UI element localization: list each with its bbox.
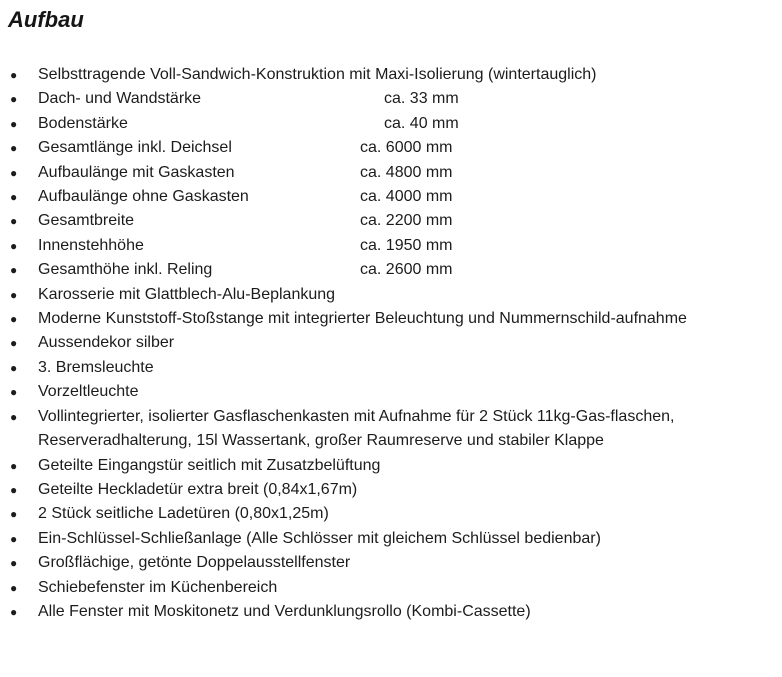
bullet-icon: ●: [10, 556, 18, 571]
list-item: [0, 502, 754, 526]
feature-list: [0, 63, 782, 624]
spec-item: [0, 185, 754, 209]
list-item: [0, 380, 754, 404]
item-text: Aussendekor silber: [38, 334, 175, 352]
spec-label: Bodenstärke: [38, 114, 128, 132]
bullet-icon: ●: [10, 336, 18, 351]
bullet-icon: ●: [10, 580, 18, 595]
spec-value: ca. 2200 mm: [360, 212, 453, 230]
bullet-icon: ●: [10, 507, 18, 522]
bullet-icon: ●: [10, 165, 18, 180]
bullet-icon: ●: [10, 116, 18, 131]
item-text: Ein-Schlüssel-Schließanlage (Alle Schlösser mit gleichem Schlüssel bedienbar): [38, 529, 601, 547]
item-text: Schiebefenster im Küchenbereich: [38, 578, 278, 596]
spec-item: [0, 87, 754, 111]
spec-label: Gesamthöhe inkl. Reling: [38, 261, 213, 279]
spec-label: Dach- und Wandstärke: [38, 90, 202, 108]
bullet-icon: ●: [10, 238, 18, 253]
bullet-icon: ●: [10, 482, 18, 497]
spec-item: [0, 161, 754, 185]
item-text: 3. Bremsleuchte: [38, 358, 154, 376]
list-item: [0, 405, 754, 454]
list-item: [0, 527, 754, 551]
item-text: Selbsttragende Voll-Sandwich-Konstruktion mit Maxi-Isolierung (wintertauglich): [38, 66, 597, 83]
list-item: [0, 356, 754, 380]
spec-item: [0, 209, 754, 233]
bullet-icon: ●: [10, 68, 18, 82]
item-text: 2 Stück seitliche Ladetüren (0,80x1,25m): [38, 505, 329, 523]
list-item: [0, 478, 754, 502]
spec-label: Gesamtlänge inkl. Deichsel: [38, 139, 232, 157]
list-item: [0, 576, 754, 600]
item-text: Vorzeltleuchte: [38, 383, 139, 401]
spec-value: ca. 4800 mm: [360, 163, 453, 181]
item-text: Karosserie mit Glattblech-Alu-Beplankung: [38, 285, 336, 303]
bullet-icon: ●: [10, 287, 18, 302]
spec-value: ca. 33 mm: [384, 90, 459, 108]
spec-item: [0, 136, 754, 160]
bullet-icon: ●: [10, 409, 18, 424]
bullet-icon: ●: [10, 458, 18, 473]
item-text: Großflächige, getönte Doppelausstellfenster: [38, 554, 351, 572]
item-text: Vollintegrierter, isolierter Gasflaschenkasten mit Aufnahme für 2 Stück 11kg-Gas-flaschen, Reserveradhalterung, 15l Wassertank, großer Raumreserve und stabiler Klappe: [38, 407, 675, 450]
list-item: [0, 551, 754, 575]
section-heading: Aufbau: [8, 7, 84, 32]
spec-value: ca. 6000 mm: [360, 139, 453, 157]
spec-item: [0, 112, 754, 136]
bullet-icon: ●: [10, 92, 18, 107]
list-item: [0, 307, 754, 331]
spec-value: ca. 40 mm: [384, 114, 459, 132]
bullet-icon: ●: [10, 141, 18, 156]
list-item: [0, 331, 754, 355]
list-item: [0, 63, 754, 87]
item-text: Moderne Kunststoff-Stoßstange mit integrierter Beleuchtung und Nummernschild-aufnahme: [38, 310, 687, 328]
spec-label: Gesamtbreite: [38, 212, 135, 230]
spec-label: Aufbaulänge ohne Gaskasten: [38, 188, 249, 206]
spec-item: [0, 234, 754, 258]
item-text: Alle Fenster mit Moskitonetz und Verdunklungsrollo (Kombi-Cassette): [38, 602, 531, 620]
bullet-icon: ●: [10, 604, 18, 619]
spec-value: ca. 1950 mm: [360, 236, 453, 254]
spec-value: ca. 2600 mm: [360, 261, 453, 279]
spec-item: [0, 258, 754, 282]
item-text: Geteilte Eingangstür seitlich mit Zusatzbelüftung: [38, 456, 381, 474]
spec-value: ca. 4000 mm: [360, 188, 453, 206]
bullet-icon: ●: [10, 312, 18, 327]
bullet-icon: ●: [10, 531, 18, 546]
list-item: [0, 454, 754, 478]
bullet-icon: ●: [10, 263, 18, 278]
list-item: [0, 283, 754, 307]
spec-label: Innenstehhöhe: [38, 236, 144, 254]
bullet-icon: ●: [10, 214, 18, 229]
bullet-icon: ●: [10, 190, 18, 205]
bullet-icon: ●: [10, 385, 18, 400]
bullet-icon: ●: [10, 360, 18, 375]
list-item: [0, 600, 754, 624]
spec-label: Aufbaulänge mit Gaskasten: [38, 163, 235, 181]
item-text: Geteilte Heckladetür extra breit (0,84x1,67m): [38, 480, 358, 498]
